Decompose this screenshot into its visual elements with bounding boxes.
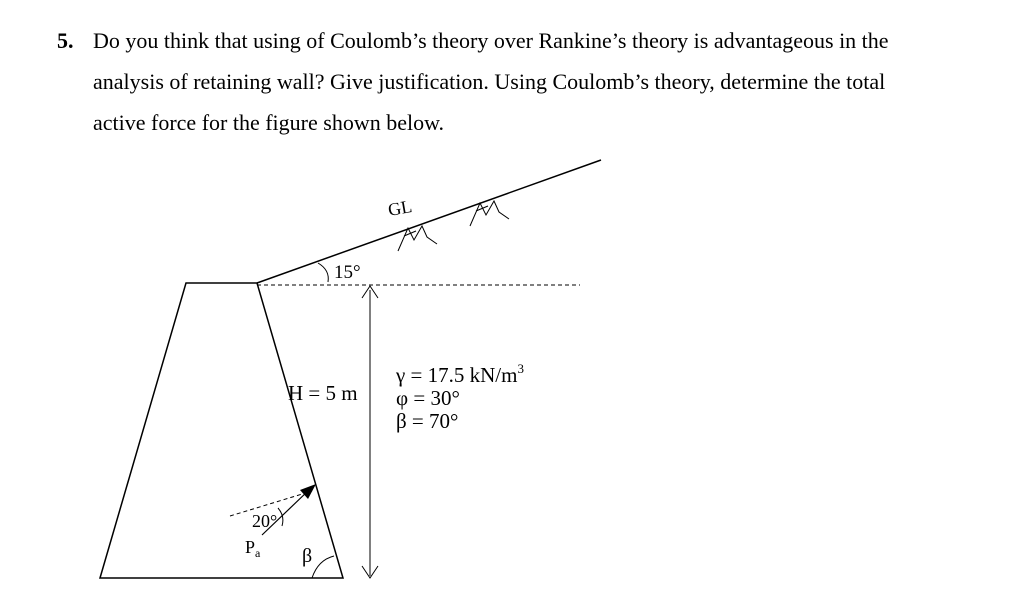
question-line-1: Do you think that using of Coulomb’s theory over Rankine’s theory is advantageous in the [93, 28, 889, 53]
slope-angle-arc [318, 263, 328, 282]
question-line-2: analysis of retaining wall? Give justification. Using Coulomb’s theory, determine the total [93, 69, 886, 94]
ground-level-label: GL [386, 196, 414, 220]
question-number: 5. [57, 28, 74, 53]
unit-weight-label: γ = 17.5 $kN/m^3$ [396, 361, 524, 387]
retaining-wall [100, 283, 343, 578]
question-line-3: active force for the figure shown below. [93, 110, 445, 135]
active-force-label: $P_a$ [245, 537, 261, 560]
slope-angle-label: 15° [334, 262, 361, 283]
friction-angle-label: 20° [252, 511, 278, 531]
height-label: H = 5 m [288, 381, 358, 405]
wall-angle-property: β = 70° [396, 409, 459, 433]
beta-angle-arc [312, 556, 334, 578]
friction-angle-property: φ = 30° [396, 386, 460, 410]
wall-angle-label: β [302, 545, 313, 567]
ground-surface-line [257, 160, 601, 283]
